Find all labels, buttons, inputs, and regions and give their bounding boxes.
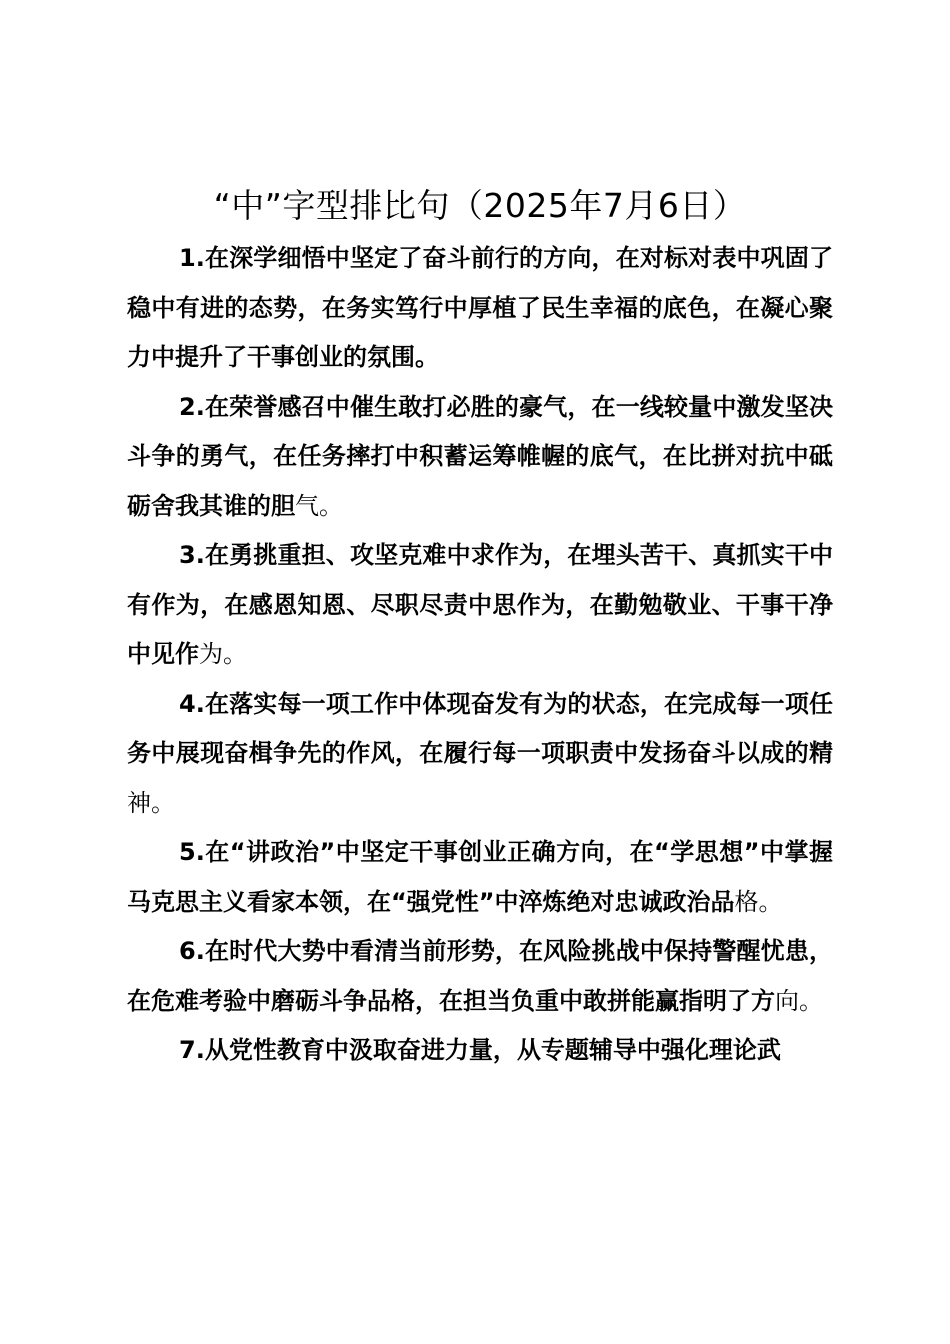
paragraph-5-text: 5.在“讲政治”中坚定干事创业正确方向，在“学思想”中掌握马克思主义看家本领，在“强党性”中淬炼绝对忠诚政治品 — [127, 838, 833, 916]
paragraph-2-text: 2.在荣誉感召中催生敢打必胜的豪气，在一线较量中激发坚决斗争的勇气，在任务摔打中积蓄运筹帷幄的底气，在比拼对抗中砥砺舍我其谁的胆 — [127, 392, 833, 520]
paragraph-6 — [127, 927, 833, 1026]
paragraph-6-tail: 向。 — [775, 986, 823, 1015]
paragraph-1-text: 1.在深学细悟中坚定了奋斗前行的方向，在对标对表中巩固了稳中有进的态势，在务实笃行中厚植了民生幸福的底色，在凝心聚力中提升了干事创业的氛围。 — [127, 244, 833, 371]
paragraph-6-text: 6.在时代大势中看清当前形势，在风险挑战中保持警醒忧患，在危难考验中磨砺斗争品格，在担当负重中敢拼能赢指明了方 — [127, 937, 833, 1015]
paragraph-2-tail: 气。 — [295, 491, 343, 520]
paragraph-2 — [127, 383, 833, 532]
paragraph-7 — [127, 1026, 833, 1076]
paragraph-3-tail: 为。 — [199, 640, 247, 668]
paragraph-5 — [127, 828, 833, 927]
paragraph-1 — [127, 234, 833, 383]
paragraph-4-tail: 神。 — [127, 788, 175, 817]
document-page — [127, 180, 833, 1076]
document-title: “中”字型排比句（2025年7月6日） — [213, 186, 747, 225]
paragraph-3 — [127, 531, 833, 680]
paragraph-3-text: 3.在勇挑重担、攻坚克难中求作为，在埋头苦干、真抓实干中有作为，在感恩知恩、尽职尽责中思作为，在勤勉敬业、干事干净中见作 — [127, 541, 833, 668]
paragraph-5-tail: 格。 — [734, 887, 783, 916]
paragraph-4 — [127, 680, 833, 829]
paragraph-4-text: 4.在落实每一项工作中体现奋发有为的状态，在完成每一项任务中展现奋楫争先的作风，在履行每一项职责中发扬奋斗以成的精 — [127, 689, 833, 767]
paragraph-7-text: 7.从党性教育中汲取奋进力量，从专题辅导中强化理论武 — [179, 1036, 781, 1064]
